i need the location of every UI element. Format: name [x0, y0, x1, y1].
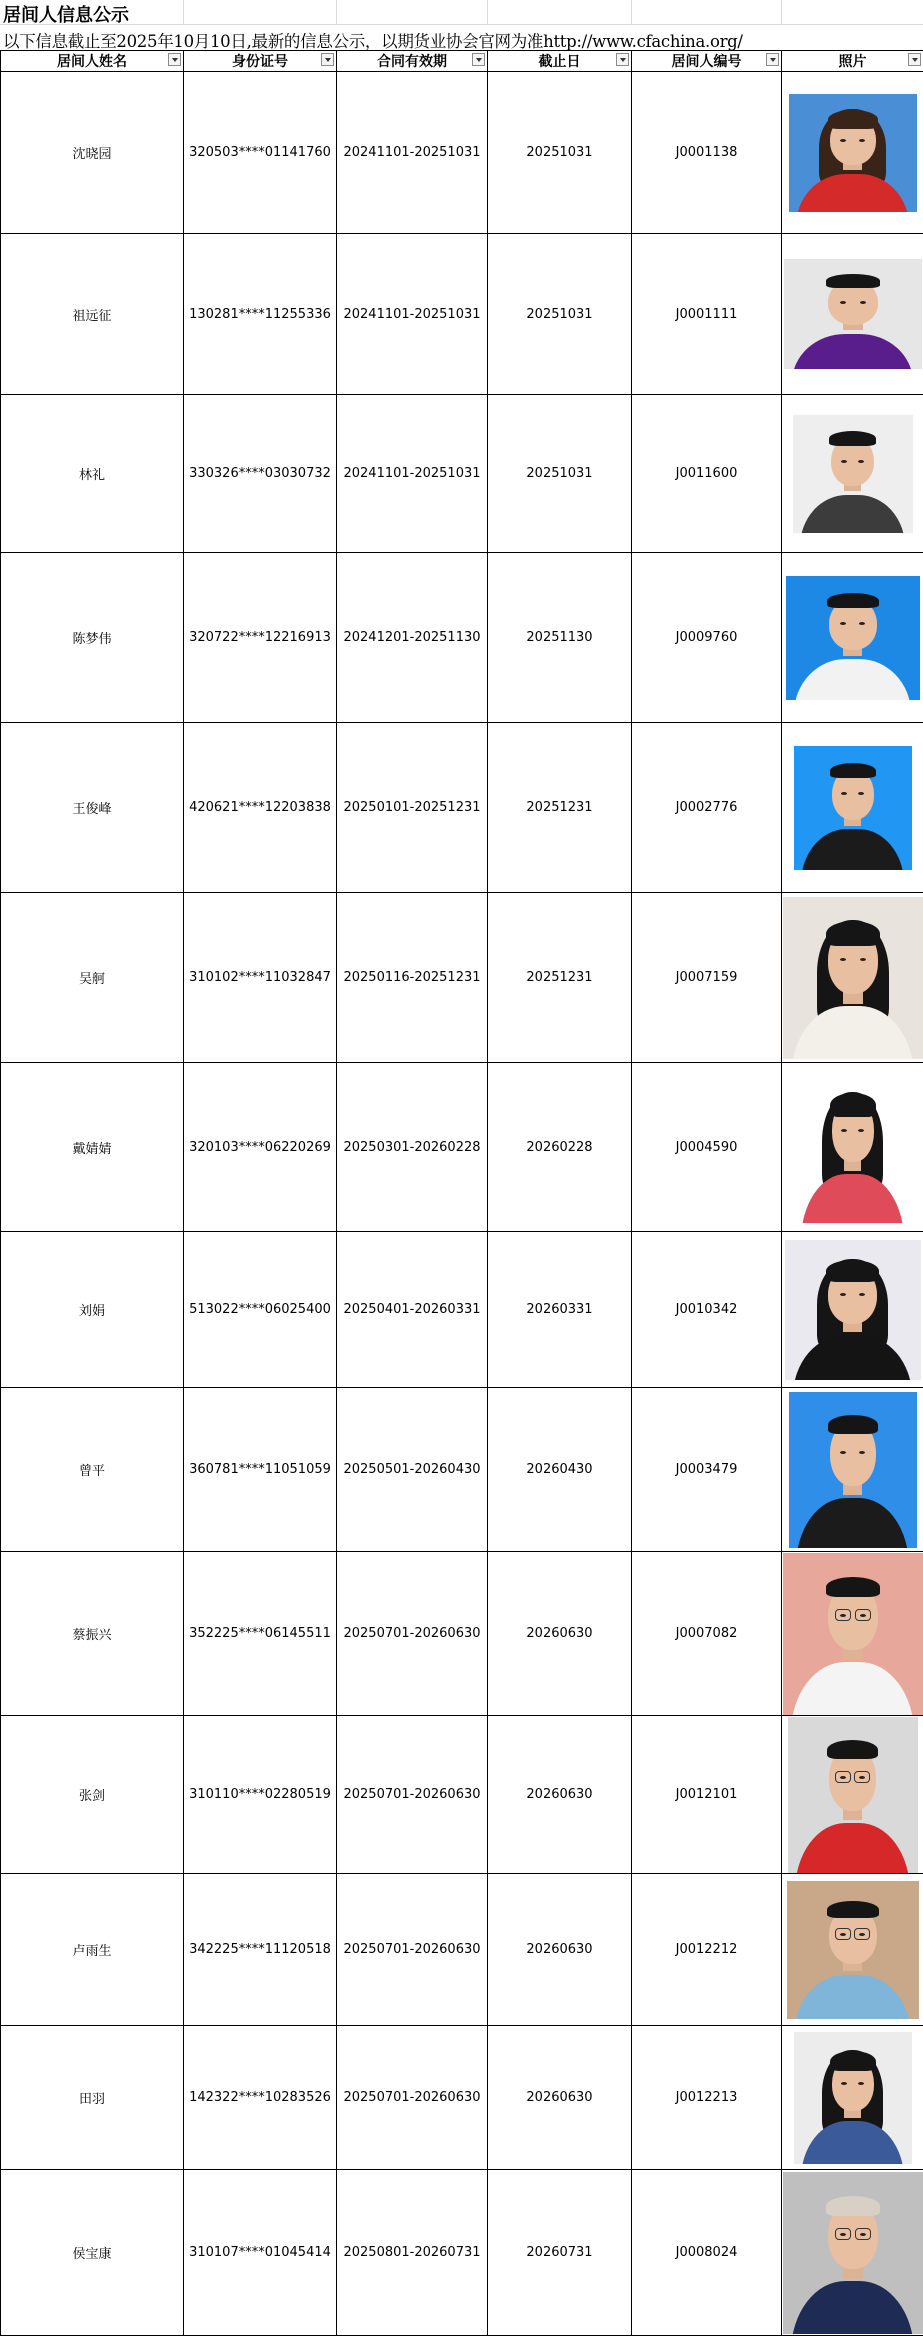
name-cell[interactable]: 祖远征: [1, 234, 184, 395]
id-cell[interactable]: 330326****03030732: [184, 395, 337, 553]
portrait-icon: [786, 576, 920, 700]
column-label: 合同有效期: [377, 54, 447, 70]
table-row: [1, 723, 923, 893]
filter-dropdown-icon[interactable]: [766, 53, 779, 66]
title-row: [0, 0, 923, 25]
photo-cell[interactable]: [782, 2026, 923, 2170]
id-cell[interactable]: 320503****01141760: [184, 72, 337, 234]
name-cell[interactable]: 田羽: [1, 2026, 184, 2170]
table-row: [1, 1063, 923, 1232]
period-cell[interactable]: 20250116-20251231: [337, 893, 488, 1063]
table-row: [1, 2170, 923, 2336]
column-header-end-date[interactable]: [488, 51, 632, 72]
photo-cell[interactable]: [782, 1063, 923, 1232]
period-cell[interactable]: 20250501-20260430: [337, 1388, 488, 1552]
table-row: [1, 395, 923, 553]
name-cell[interactable]: 戴婧婧: [1, 1063, 184, 1232]
portrait-icon: [784, 259, 922, 369]
portrait-icon: [788, 1717, 918, 1873]
period-cell[interactable]: 20241101-20251031: [337, 72, 488, 234]
end-date-cell[interactable]: 20260430: [488, 1388, 632, 1552]
name-cell[interactable]: 张剑: [1, 1716, 184, 1874]
id-cell[interactable]: 320722****12216913: [184, 553, 337, 723]
table-row: [1, 2026, 923, 2170]
photo-cell[interactable]: [782, 234, 923, 395]
photo-cell[interactable]: [782, 1716, 923, 1874]
portrait-icon: [783, 2172, 923, 2334]
name-cell[interactable]: 王俊峰: [1, 723, 184, 893]
end-date-cell[interactable]: 20260630: [488, 1716, 632, 1874]
code-cell[interactable]: J0007082: [632, 1552, 782, 1716]
period-cell[interactable]: 20241201-20251130: [337, 553, 488, 723]
portrait-icon: [789, 94, 917, 212]
code-cell[interactable]: J0001138: [632, 72, 782, 234]
end-date-cell[interactable]: 20251031: [488, 234, 632, 395]
portrait-icon: [789, 1392, 917, 1548]
end-date-cell[interactable]: 20260630: [488, 1552, 632, 1716]
sheet-title[interactable]: 居间人信息公示: [3, 1, 129, 27]
intermediary-table: [0, 50, 923, 2336]
table-row: [1, 553, 923, 723]
portrait-icon: [794, 746, 912, 870]
id-cell[interactable]: 320103****06220269: [184, 1063, 337, 1232]
table-row: [1, 1874, 923, 2026]
filter-dropdown-icon[interactable]: [168, 53, 181, 66]
portrait-icon: [787, 1881, 919, 2019]
column-header-name[interactable]: [1, 51, 184, 72]
table-row: [1, 72, 923, 234]
id-cell[interactable]: 352225****06145511: [184, 1552, 337, 1716]
code-cell[interactable]: J0004590: [632, 1063, 782, 1232]
period-cell[interactable]: 20250701-20260630: [337, 1874, 488, 2026]
code-cell[interactable]: J0008024: [632, 2170, 782, 2336]
name-cell[interactable]: 林礼: [1, 395, 184, 553]
code-cell[interactable]: J0012212: [632, 1874, 782, 2026]
code-cell[interactable]: J0007159: [632, 893, 782, 1063]
code-cell[interactable]: J0003479: [632, 1388, 782, 1552]
filter-dropdown-icon[interactable]: [472, 53, 485, 66]
table-row: [1, 1552, 923, 1716]
photo-cell[interactable]: [782, 893, 923, 1063]
name-cell[interactable]: 曾平: [1, 1388, 184, 1552]
table-row: [1, 1232, 923, 1388]
photo-cell[interactable]: [782, 395, 923, 553]
id-cell[interactable]: 310107****01045414: [184, 2170, 337, 2336]
id-cell[interactable]: 310102****11032847: [184, 893, 337, 1063]
end-date-cell[interactable]: 20251031: [488, 395, 632, 553]
name-cell[interactable]: 侯宝康: [1, 2170, 184, 2336]
period-cell[interactable]: 20241101-20251031: [337, 395, 488, 553]
name-cell[interactable]: 刘娟: [1, 1232, 184, 1388]
filter-dropdown-icon[interactable]: [908, 53, 921, 66]
id-cell[interactable]: 342225****11120518: [184, 1874, 337, 2026]
portrait-icon: [783, 1553, 923, 1715]
portrait-icon: [793, 415, 913, 533]
code-cell[interactable]: J0011600: [632, 395, 782, 553]
table-row: [1, 1716, 923, 1874]
photo-cell[interactable]: [782, 1232, 923, 1388]
table-row: [1, 234, 923, 395]
period-cell[interactable]: 20250401-20260331: [337, 1232, 488, 1388]
column-label: 居间人编号: [672, 54, 742, 70]
name-cell[interactable]: 吴舸: [1, 893, 184, 1063]
column-label: 截止日: [539, 54, 581, 70]
period-cell[interactable]: 20250701-20260630: [337, 1716, 488, 1874]
header-row: [1, 51, 923, 72]
period-cell[interactable]: 20250701-20260630: [337, 2026, 488, 2170]
id-cell[interactable]: 513022****06025400: [184, 1232, 337, 1388]
column-header-photo[interactable]: [782, 51, 923, 72]
code-cell[interactable]: J0001111: [632, 234, 782, 395]
column-header-period[interactable]: [337, 51, 488, 72]
photo-cell[interactable]: [782, 553, 923, 723]
period-cell[interactable]: 20250301-20260228: [337, 1063, 488, 1232]
period-cell[interactable]: 20241101-20251031: [337, 234, 488, 395]
code-cell[interactable]: J0012213: [632, 2026, 782, 2170]
portrait-icon: [795, 1071, 911, 1223]
column-header-id[interactable]: [184, 51, 337, 72]
notice-text[interactable]: 以下信息截止至2025年10月10日,最新的信息公示，以期货业协会官网为准http://www.cfachina.org/: [3, 28, 743, 52]
portrait-icon: [785, 1240, 921, 1380]
photo-cell[interactable]: [782, 2170, 923, 2336]
portrait-icon: [783, 897, 923, 1059]
end-date-cell[interactable]: 20260731: [488, 2170, 632, 2336]
photo-cell[interactable]: [782, 72, 923, 234]
id-cell[interactable]: 420621****12203838: [184, 723, 337, 893]
column-label: 照片: [839, 54, 867, 70]
end-date-cell[interactable]: 20260630: [488, 1874, 632, 2026]
period-cell[interactable]: 20250701-20260630: [337, 1552, 488, 1716]
notice-row: [0, 25, 923, 50]
photo-cell[interactable]: [782, 1874, 923, 2026]
filter-dropdown-icon[interactable]: [321, 53, 334, 66]
code-cell[interactable]: J0009760: [632, 553, 782, 723]
name-cell[interactable]: 沈晓园: [1, 72, 184, 234]
photo-cell[interactable]: [782, 1388, 923, 1552]
column-header-code[interactable]: [632, 51, 782, 72]
id-cell[interactable]: 310110****02280519: [184, 1716, 337, 1874]
photo-cell[interactable]: [782, 1552, 923, 1716]
id-cell[interactable]: 130281****11255336: [184, 234, 337, 395]
id-cell[interactable]: 360781****11051059: [184, 1388, 337, 1552]
code-cell[interactable]: J0002776: [632, 723, 782, 893]
id-cell[interactable]: 142322****10283526: [184, 2026, 337, 2170]
period-cell[interactable]: 20250101-20251231: [337, 723, 488, 893]
end-date-cell[interactable]: 20251031: [488, 72, 632, 234]
name-cell[interactable]: 蔡振兴: [1, 1552, 184, 1716]
column-label: 身份证号: [232, 54, 288, 70]
table-row: [1, 1388, 923, 1552]
portrait-icon: [794, 2032, 912, 2164]
column-label: 居间人姓名: [57, 54, 127, 70]
photo-cell[interactable]: [782, 723, 923, 893]
code-cell[interactable]: J0012101: [632, 1716, 782, 1874]
table-row: [1, 893, 923, 1063]
filter-dropdown-icon[interactable]: [616, 53, 629, 66]
end-date-cell[interactable]: 20260630: [488, 2026, 632, 2170]
end-date-cell[interactable]: 20251231: [488, 893, 632, 1063]
name-cell[interactable]: 陈梦伟: [1, 553, 184, 723]
end-date-cell[interactable]: 20251231: [488, 723, 632, 893]
period-cell[interactable]: 20250801-20260731: [337, 2170, 488, 2336]
code-cell[interactable]: J0010342: [632, 1232, 782, 1388]
end-date-cell[interactable]: 20260331: [488, 1232, 632, 1388]
end-date-cell[interactable]: 20260228: [488, 1063, 632, 1232]
end-date-cell[interactable]: 20251130: [488, 553, 632, 723]
name-cell[interactable]: 卢雨生: [1, 1874, 184, 2026]
